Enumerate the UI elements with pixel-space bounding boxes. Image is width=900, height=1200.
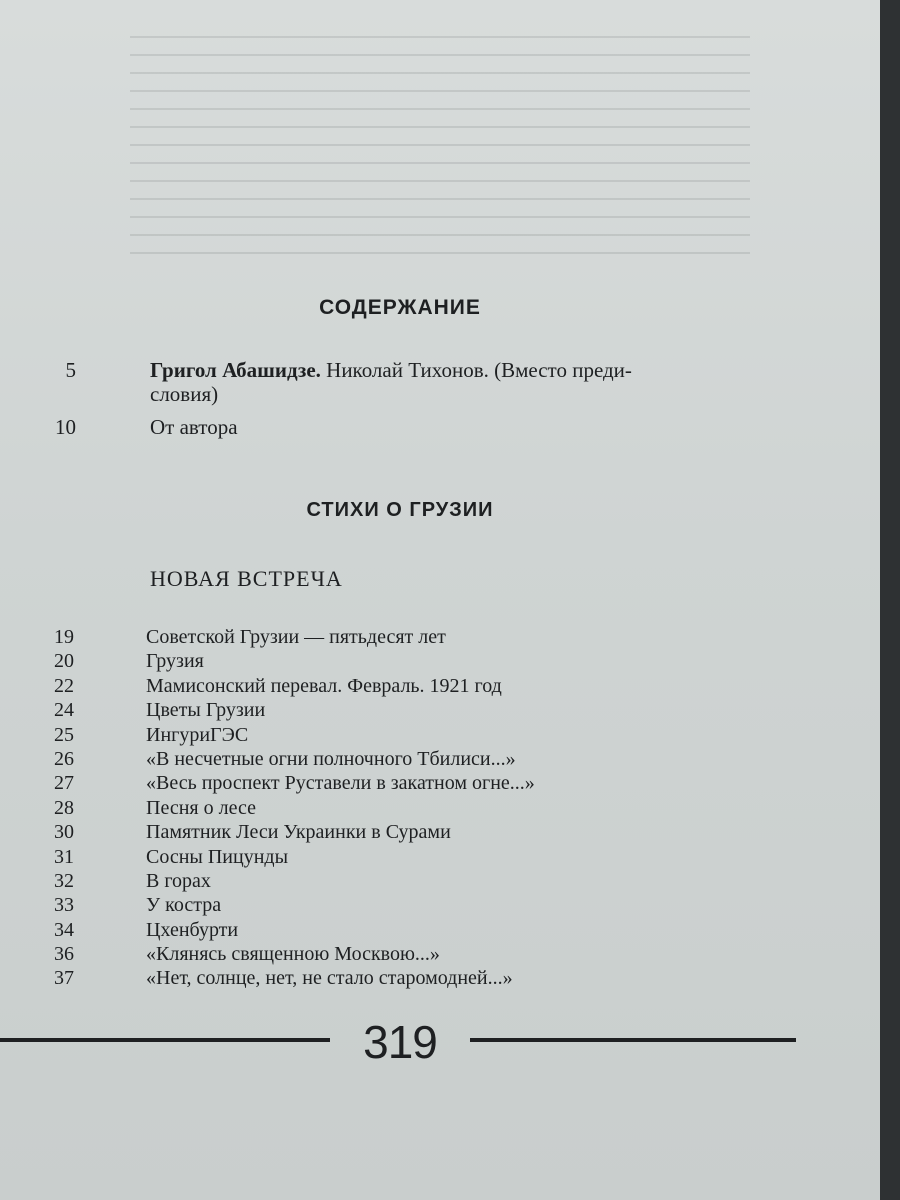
entry-title: ИнгуриГЭС <box>146 723 249 746</box>
subsection-heading: НОВАЯ ВСТРЕЧА <box>150 566 343 591</box>
entry-page: 20 <box>54 650 74 673</box>
section-heading: СТИХИ О ГРУЗИИ <box>306 499 494 521</box>
toc-entry <box>0 649 800 673</box>
entry-page: 30 <box>54 821 74 844</box>
entry-page: 5 <box>65 358 76 382</box>
toc-entry <box>0 747 800 771</box>
entry-title: От автора <box>150 415 238 439</box>
entry-page: 10 <box>55 415 76 439</box>
entry-page: 28 <box>54 796 74 819</box>
entry-author: Григол Абашидзе. <box>150 358 321 382</box>
bleed-through-text <box>130 20 750 260</box>
entry-title: В горах <box>146 869 211 892</box>
entry-title: Сосны Пицунды <box>146 845 289 868</box>
toc-entry <box>0 942 800 966</box>
toc-entry <box>0 674 800 698</box>
toc-entry <box>0 845 800 869</box>
entry-page: 36 <box>54 943 74 966</box>
toc-list <box>0 625 800 991</box>
entry-title: Мамисонский перевал. Февраль. 1921 год <box>146 674 502 697</box>
entry-title: Песня о лесе <box>146 796 256 819</box>
entry-page: 37 <box>54 967 74 990</box>
toc-entry <box>0 820 800 844</box>
toc-entry <box>0 869 800 893</box>
entry-page: 33 <box>54 894 74 917</box>
footer-rule-left <box>0 1038 330 1042</box>
page-edge-shadow <box>880 0 900 1200</box>
entry-title: «Клянясь священною Москвою...» <box>146 943 440 966</box>
entry-page: 22 <box>54 674 74 697</box>
entry-title-line1: Николай Тихонов. (Вместо преди- <box>320 358 632 382</box>
entry-page: 31 <box>54 845 74 868</box>
toc-entry <box>0 966 800 990</box>
entry-title <box>150 358 632 382</box>
entry-page: 24 <box>54 699 74 722</box>
toc-entry <box>0 723 800 747</box>
entry-title: У костра <box>146 894 222 917</box>
entry-title: Памятник Леси Украинки в Сурами <box>146 821 451 844</box>
page-number: 319 <box>363 1016 437 1068</box>
entry-title-line2: словия) <box>150 382 219 406</box>
entry-title: Советской Грузии — пятьдесят лет <box>146 626 446 648</box>
toc-entry <box>0 918 800 942</box>
footer-rule-right <box>470 1038 796 1042</box>
entry-page: 27 <box>54 772 74 795</box>
entry-page: 34 <box>54 918 74 941</box>
entry-title: Грузия <box>146 650 204 673</box>
toc-entry <box>0 625 800 649</box>
toc-entry <box>0 698 800 722</box>
toc-entry <box>0 771 800 795</box>
entry-page: 19 <box>54 626 74 648</box>
entry-title: Цветы Грузии <box>146 699 266 722</box>
toc-entry <box>0 893 800 917</box>
entry-page: 26 <box>54 747 74 770</box>
entry-page: 32 <box>54 869 74 892</box>
entry-page: 25 <box>54 723 74 746</box>
entry-title: «В несчетные огни полночного Тбилиси...» <box>146 747 516 770</box>
toc-entry <box>0 796 800 820</box>
entry-title: «Весь проспект Руставели в закатном огне...» <box>146 772 535 795</box>
entry-title: «Нет, солнце, нет, не стало старомодней...» <box>146 967 513 990</box>
entry-title: Цхенбурти <box>146 918 239 941</box>
contents-heading: СОДЕРЖАНИЕ <box>319 296 481 319</box>
